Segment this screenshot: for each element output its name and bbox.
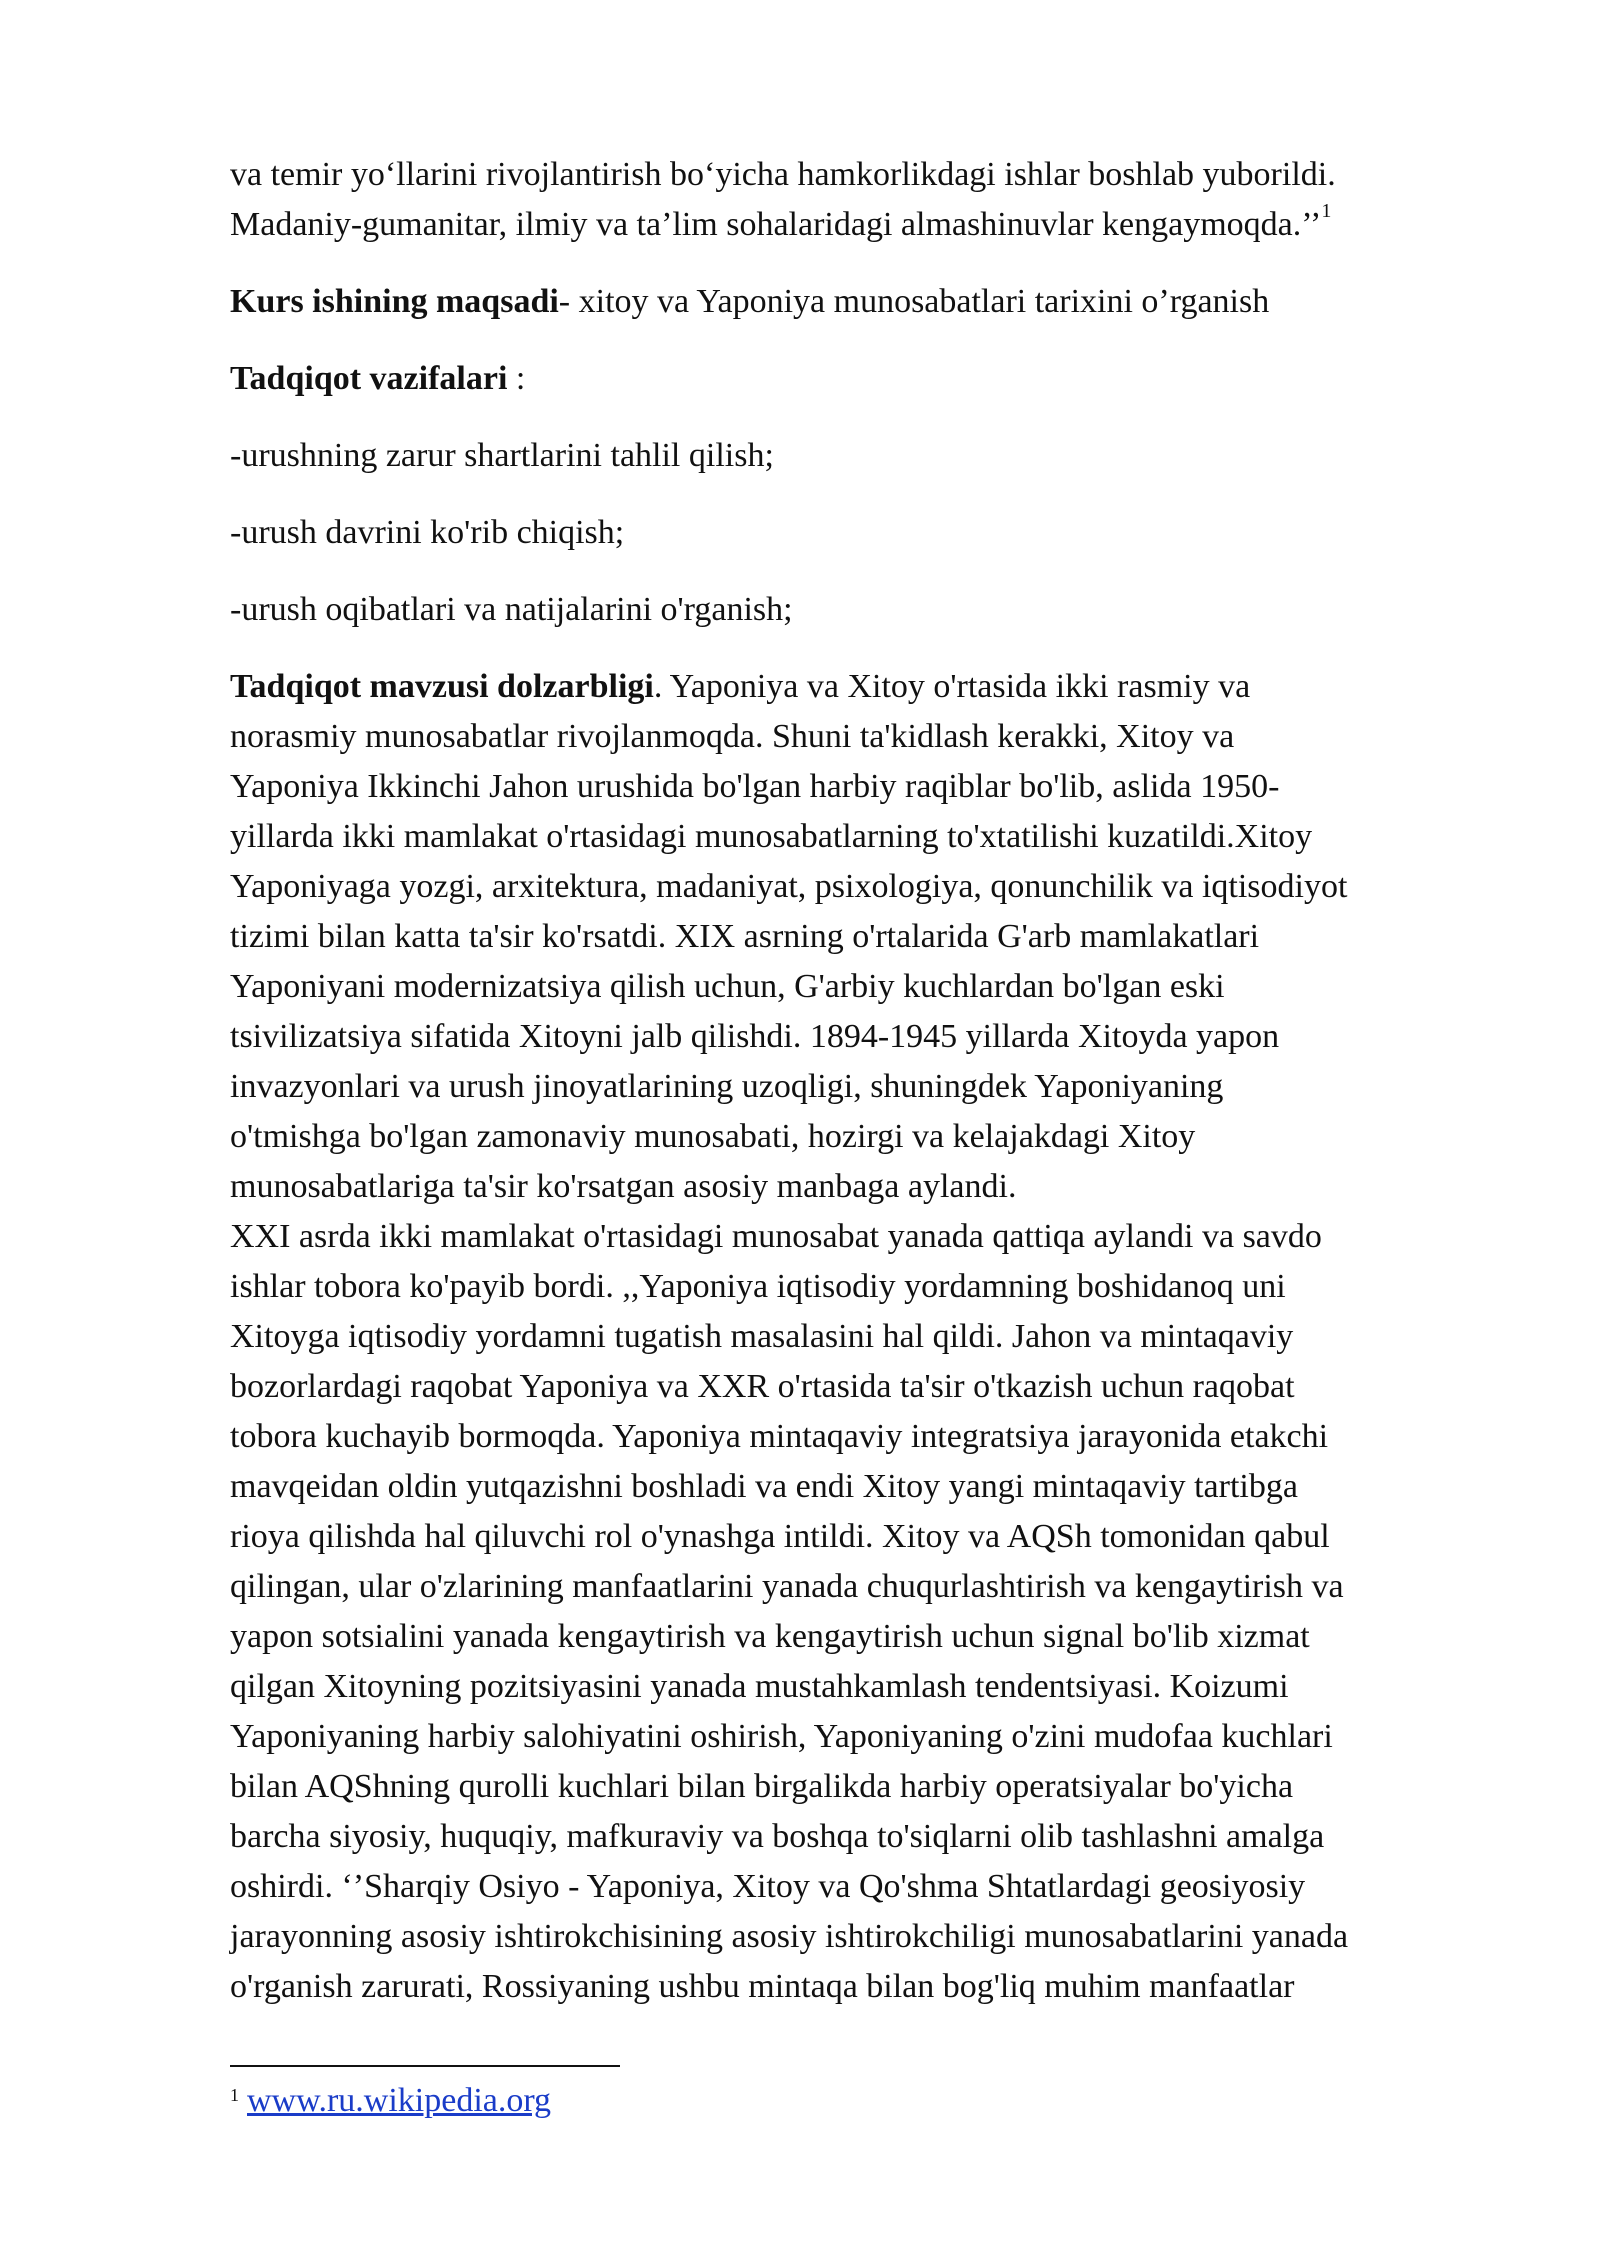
relevance-line: Yaponiyani modernizatsiya qilish uchun, G'arbiy kuchlardan bo'lgan eski — [230, 968, 1225, 1005]
body-line: qilingan, ular o'zlarining manfaatlarini yanada chuqurlashtirish va kengaytirish va — [230, 1568, 1344, 1605]
body-line: bozorlardagi raqobat Yaponiya va XXR o'rtasida ta'sir o'tkazish uchun raqobat — [230, 1368, 1295, 1405]
body-line: rioya qilishda hal qiluvchi rol o'ynashga intildi. Xitoy va AQSh tomonidan qabul — [230, 1518, 1330, 1555]
body-line: Yaponiyaning harbiy salohiyatini oshirish, Yaponiyaning o'zini mudofaa kuchlari — [230, 1718, 1333, 1755]
body-line: XXI asrda ikki mamlakat o'rtasidagi munosabat yanada qattiqa aylandi va savdo — [230, 1218, 1322, 1255]
relevance-line: yillarda ikki mamlakat o'rtasidagi munosabatlarning to'xtatilishi kuzatildi.Xitoy — [230, 818, 1313, 855]
relevance-line: o'tmishga bo'lgan zamonaviy munosabati, hozirgi va kelajakdagi Xitoy — [230, 1118, 1196, 1155]
relevance-line: Yaponiya Ikkinchi Jahon urushida bo'lgan harbiy raqiblar bo'lib, aslida 1950- — [230, 768, 1280, 805]
body-line: oshirdi. ‘’Sharqiy Osiyo - Yaponiya, Xitoy va Qo'shma Shtatlardagi geosiyosiy — [230, 1868, 1306, 1905]
tasks-suffix: : — [507, 360, 526, 397]
intro-line-1: va temir yo‘llarini rivojlantirish bo‘yicha hamkorlikdagi ishlar boshlab yuborildi. — [230, 156, 1336, 193]
body-line: qilgan Xitoyning pozitsiyasini yanada mustahkamlash tendentsiyasi. Koizumi — [230, 1668, 1289, 1705]
footnote-mark: 1 — [230, 2085, 239, 2105]
goal-text: - xitoy va Yaponiya munosabatlari tarixini o’rganish — [558, 283, 1270, 320]
footnote — [230, 2070, 551, 2126]
relevance-line: tsivilizatsiya sifatida Xitoyni jalb qilishdi. 1894-1945 yillarda Xitoyda yapon — [230, 1018, 1280, 1055]
body-line: ishlar tobora ko'payib bordi. ,,Yaponiya iqtisodiy yordamning boshidanoq uni — [230, 1268, 1286, 1305]
tasks-heading — [230, 354, 1500, 404]
intro-line-2 — [230, 200, 1500, 250]
task-item: -urushning zarur shartlarini tahlil qilish; — [230, 437, 774, 474]
relevance-line: norasmiy munosabatlar rivojlanmoqda. Shuni ta'kidlash kerakki, Xitoy va — [230, 718, 1235, 755]
body-line: o'rganish zarurati, Rossiyaning ushbu mintaqa bilan bog'liq muhim manfaatlar — [230, 1968, 1295, 2005]
relevance-line — [230, 662, 1500, 712]
task-item: -urush oqibatlari va natijalarini o'rganish; — [230, 591, 793, 628]
footnote-reference[interactable]: 1 — [1321, 200, 1332, 222]
goal-label: Kurs ishining maqsadi — [230, 283, 559, 320]
relevance-line: invazyonlari va urush jinoyatlarining uzoqligi, shuningdek Yaponiyaning — [230, 1068, 1224, 1105]
relevance-line: Yaponiyaga yozgi, arxitektura, madaniyat, psixologiya, qonunchilik va iqtisodiyot — [230, 868, 1348, 905]
body-line: Xitoyga iqtisodiy yordamni tugatish masalasini hal qildi. Jahon va mintaqaviy — [230, 1318, 1294, 1355]
intro-line-2-text: Madaniy-gumanitar, ilmiy va ta’lim sohalaridagi almashinuvlar kengaymoqda.’’ — [230, 206, 1322, 243]
task-item: -urush davrini ko'rib chiqish; — [230, 514, 625, 551]
relevance-label: Tadqiqot mavzusi dolzarbligi — [230, 668, 654, 705]
body-line: mavqeidan oldin yutqazishni boshladi va endi Xitoy yangi mintaqaviy tartibga — [230, 1468, 1298, 1505]
body-line: jarayonning asosiy ishtirokchisining asosiy ishtirokchiligi munosabatlarini yanada — [230, 1918, 1349, 1955]
footnote-separator — [230, 2065, 620, 2067]
body-line: tobora kuchayib bormoqda. Yaponiya mintaqaviy integratsiya jarayonida etakchi — [230, 1418, 1329, 1455]
relevance-line: munosabatlariga ta'sir ko'rsatgan asosiy manbaga aylandi. — [230, 1168, 1017, 1205]
goal-paragraph — [230, 277, 1500, 327]
document-page — [230, 150, 1500, 2012]
body-line: yapon sotsialini yanada kengaytirish va kengaytirish uchun signal bo'lib xizmat — [230, 1618, 1310, 1655]
tasks-label: Tadqiqot vazifalari — [230, 360, 508, 397]
footnote-link[interactable]: www.ru.wikipedia.org — [247, 2082, 552, 2119]
relevance-line-text: . Yaponiya va Xitoy o'rtasida ikki rasmiy va — [653, 668, 1251, 705]
body-line: bilan AQShning qurolli kuchlari bilan birgalikda harbiy operatsiyalar bo'yicha — [230, 1768, 1294, 1805]
body-line: barcha siyosiy, huquqiy, mafkuraviy va boshqa to'siqlarni olib tashlashni amalga — [230, 1818, 1325, 1855]
relevance-line: tizimi bilan katta ta'sir ko'rsatdi. XIX asrning o'rtalarida G'arb mamlakatlari — [230, 918, 1260, 955]
